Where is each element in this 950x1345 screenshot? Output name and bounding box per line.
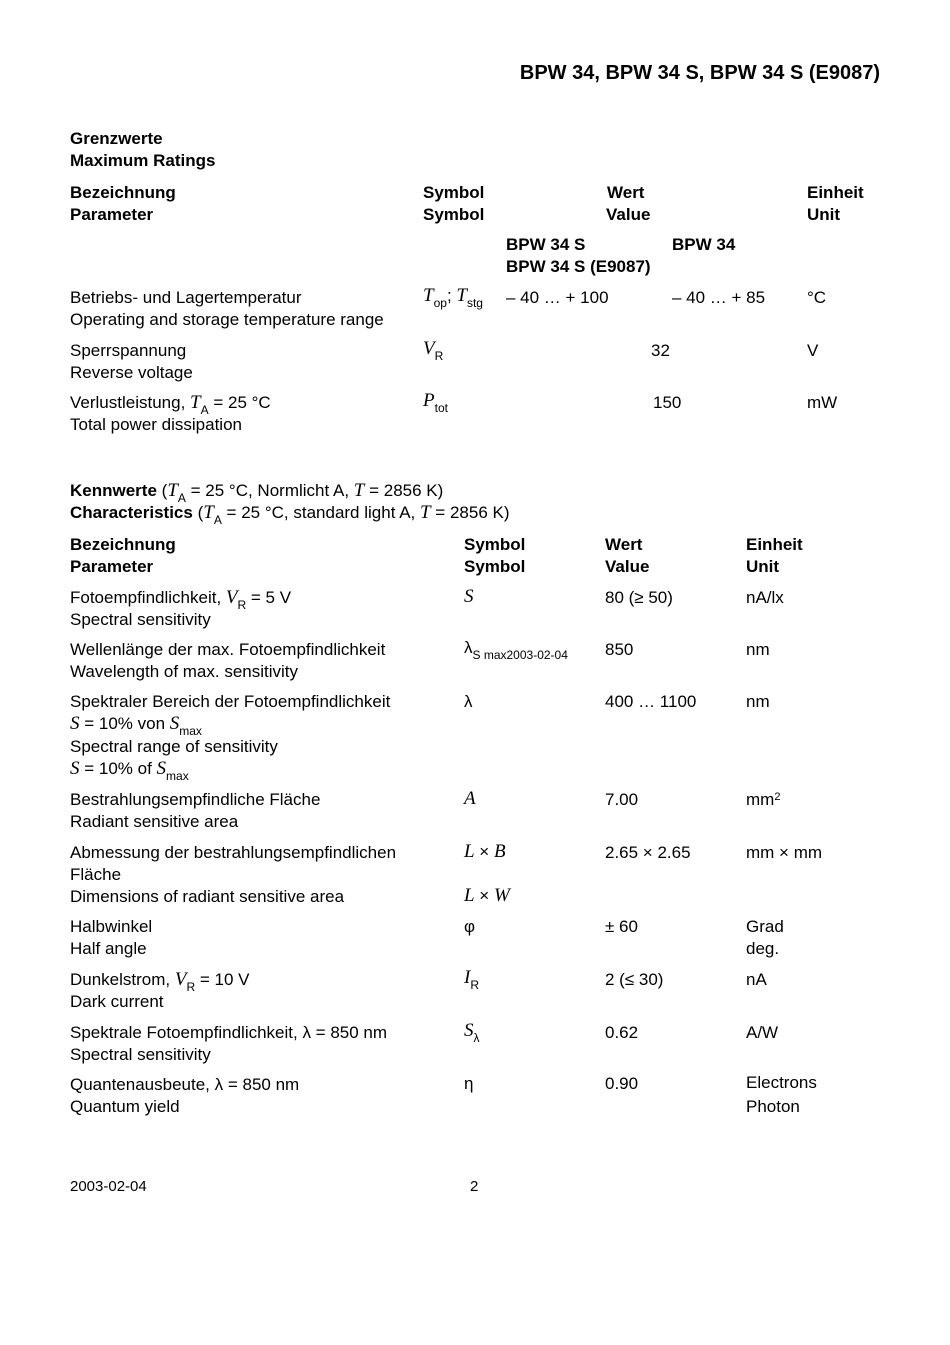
char-row-quantum-yield-en: Quantum yield — [70, 1097, 180, 1116]
ratings-col-unit-de: Einheit — [807, 183, 864, 202]
char-row-quantum-yield-symbol: η — [464, 1074, 474, 1093]
char-row-half-angle-en: Half angle — [70, 939, 147, 958]
char-row-spectral-sens-symbol: $S_\lambda$ — [464, 1020, 480, 1045]
ratings-col-param-de: Bezeichnung — [70, 183, 176, 202]
char-row-dimensions-de: Abmessung der bestrahlungsempfindlichen — [70, 843, 397, 862]
char-row-wavelength-symbol: $\lambda_{S max2003-02-04}$ — [464, 638, 568, 662]
ratings-col-symbol-de: Symbol — [423, 183, 485, 202]
rating-row-power-symbol: $P_{tot}$ — [423, 390, 448, 415]
rating-row-power-unit: mW — [807, 393, 838, 412]
char-row-wavelength-unit: nm — [746, 640, 770, 659]
char-col-param-de: Bezeichnung — [70, 535, 176, 554]
rating-row-temp-en: Operating and storage temperature range — [70, 310, 384, 329]
char-row-dimensions-en: Dimensions of radiant sensitive area — [70, 887, 345, 906]
char-row-range-symbol: λ — [464, 692, 473, 711]
char-col-value-de: Wert — [605, 535, 643, 554]
char-row-wavelength-en: Wavelength of max. sensitivity — [70, 662, 299, 681]
char-row-area-value: 7.00 — [605, 790, 639, 809]
char-col-symbol-en: Symbol — [464, 557, 526, 576]
char-col-symbol-de: Symbol — [464, 535, 526, 554]
char-row-wavelength-value: 850 — [605, 640, 634, 659]
rating-row-power-value: 150 — [653, 393, 682, 412]
char-col-unit-de: Einheit — [746, 535, 803, 554]
ratings-col-value-en: Value — [606, 205, 651, 224]
char-row-range-en-cond: S = 10% of $S_{max}$ — [70, 758, 189, 783]
char-row-dimensions-unit: mm × mm — [746, 843, 823, 862]
char-row-sensitivity-symbol: S — [464, 586, 474, 607]
char-row-quantum-yield-de: Quantenausbeute, λ = 850 nm — [70, 1075, 300, 1094]
char-row-area-unit: $mm^2$ — [746, 790, 781, 809]
char-row-half-angle-unit-en: deg. — [746, 939, 780, 958]
char-row-half-angle-value: ± 60 — [605, 917, 638, 936]
char-row-range-de-cond: S = 10% von $S_{max}$ — [70, 713, 202, 738]
char-row-sensitivity-en: Spectral sensitivity — [70, 610, 211, 629]
char-row-dark-current-en: Dark current — [70, 992, 164, 1011]
char-row-sensitivity-value: 80 (≥ 50) — [605, 588, 673, 607]
char-row-spectral-sens-value: 0.62 — [605, 1023, 639, 1042]
page-title: BPW 34, BPW 34 S, BPW 34 S (E9087) — [519, 62, 880, 84]
ratings-col-param-en: Parameter — [70, 205, 154, 224]
char-col-unit-en: Unit — [746, 557, 780, 576]
char-row-area-symbol: A — [464, 788, 476, 809]
char-row-half-angle-symbol: φ — [464, 917, 476, 936]
char-row-range-unit: nm — [746, 692, 770, 711]
char-row-quantum-yield-value: 0.90 — [605, 1074, 639, 1093]
char-row-dark-current-unit: nA — [746, 970, 767, 989]
rating-row-temp-value-b: – 40 … + 85 — [672, 288, 766, 307]
char-row-dimensions-de-2: Fläche — [70, 865, 122, 884]
char-row-half-angle-unit-de: Grad — [746, 917, 784, 936]
char-col-value-en: Value — [605, 557, 650, 576]
char-row-quantum-yield-unit-1: Electrons — [746, 1073, 817, 1092]
char-row-dimensions-symbol-de: L × B — [464, 841, 506, 862]
char-row-area-de: Bestrahlungsempfindliche Fläche — [70, 790, 321, 809]
char-row-spectral-sens-de: Spektrale Fotoempfindlichkeit, λ = 850 nm — [70, 1023, 388, 1042]
rating-row-temp-de: Betriebs- und Lagertemperatur — [70, 288, 302, 307]
variant-a-label-2: BPW 34 S (E9087) — [506, 257, 651, 276]
rating-row-power-de: Verlustleistung, $T_A = 25$ °C — [70, 392, 271, 417]
rating-row-temp-value-a: – 40 … + 100 — [506, 288, 609, 307]
char-row-half-angle-de: Halbwinkel — [70, 917, 153, 936]
char-row-dark-current-symbol: $I_R$ — [464, 967, 479, 992]
rating-row-temp-symbol: $T_{op}$; $T_{stg}$ — [423, 285, 483, 310]
rating-row-power-en: Total power dissipation — [70, 415, 242, 434]
variant-b-label: BPW 34 — [672, 235, 736, 254]
char-row-dark-current-de: Dunkelstrom, $V_R = 10$ V — [70, 969, 250, 994]
char-row-dimensions-value: 2.65 × 2.65 — [605, 843, 691, 862]
char-row-sensitivity-de: Fotoempfindlichkeit, $V_R = 5$ V — [70, 587, 292, 612]
ratings-heading-de: Grenzwerte — [70, 129, 163, 148]
ratings-heading-en: Maximum Ratings — [70, 151, 216, 170]
rating-row-voltage-en: Reverse voltage — [70, 363, 193, 382]
char-row-sensitivity-unit: nA/lx — [746, 588, 784, 607]
ratings-col-unit-en: Unit — [807, 205, 841, 224]
rating-row-temp-unit: °C — [807, 288, 827, 307]
char-row-area-en: Radiant sensitive area — [70, 812, 239, 831]
ratings-col-symbol-en: Symbol — [423, 205, 485, 224]
char-row-spectral-sens-unit: A/W — [746, 1023, 779, 1042]
char-col-param-en: Parameter — [70, 557, 154, 576]
char-row-range-de: Spektraler Bereich der Fotoempfindlichkeit — [70, 692, 391, 711]
rating-row-voltage-de: Sperrspannung — [70, 341, 187, 360]
footer-page-number: 2 — [470, 1178, 479, 1195]
rating-row-voltage-unit: V — [807, 341, 819, 360]
char-heading-en: Characteristics ($T_A = 25$ °C, standard light A, T = 2856 K) — [70, 502, 510, 527]
char-row-wavelength-de: Wellenlänge der max. Fotoempfindlichkeit — [70, 640, 386, 659]
char-row-quantum-yield-unit-2: Photon — [746, 1097, 800, 1116]
footer-date: 2003-02-04 — [70, 1178, 147, 1195]
char-row-range-en: Spectral range of sensitivity — [70, 737, 278, 756]
rating-row-voltage-value: 32 — [651, 341, 670, 360]
char-row-range-value: 400 … 1100 — [605, 692, 697, 711]
ratings-col-value-de: Wert — [607, 183, 645, 202]
char-row-dimensions-symbol-en: L × W — [464, 885, 510, 906]
rating-row-voltage-symbol: $V_R$ — [423, 338, 444, 363]
variant-a-label-1: BPW 34 S — [506, 235, 586, 254]
char-row-dark-current-value: 2 (≤ 30) — [605, 970, 664, 989]
char-row-spectral-sens-en: Spectral sensitivity — [70, 1045, 211, 1064]
char-heading-de: Kennwerte ($T_A = 25$ °C, Normlicht A, T = 2856 K) — [70, 480, 444, 505]
